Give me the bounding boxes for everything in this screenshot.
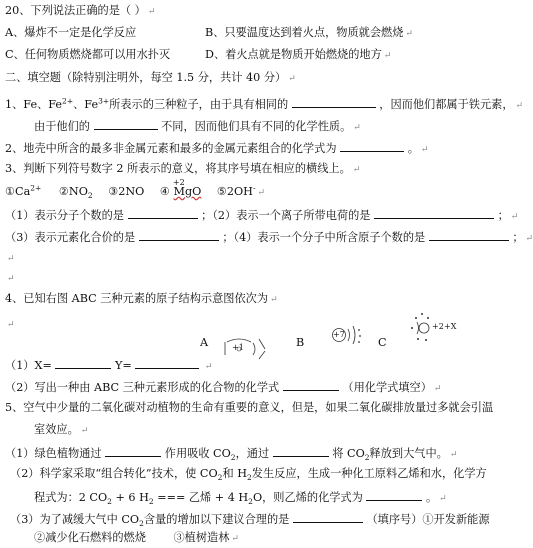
answer-blank[interactable] bbox=[293, 511, 363, 523]
q5-part2-line2: 程式为：2 $CO_2 + 6$ $H_2$ === 乙烯 + 4 $H_2O$，则乙烯的化学式为 。 ↵ bbox=[34, 491, 447, 507]
q20-option-b: B、只要温度达到着火点，物质就会燃烧 ↵ bbox=[205, 26, 413, 39]
answer-blank[interactable] bbox=[374, 207, 494, 219]
q3-part2: （3）表示元素化合价的是 ；（4）表示一个分子中所含原子个数的是 ； ↵ bbox=[5, 231, 533, 244]
answer-blank[interactable] bbox=[128, 207, 198, 219]
q20-option-d: D、着火点就是物质开始燃烧的地方 ↵ bbox=[205, 48, 392, 61]
answer-blank[interactable] bbox=[429, 229, 509, 241]
atom-c-nucleus: +2 bbox=[432, 322, 444, 331]
q5-part2-line1: （2）科学家采取“组合转化”技术，使 $CO_2$和 $H_2$发生反应，生成一种化工原料乙烯和水，化学方 bbox=[10, 467, 487, 483]
answer-blank[interactable] bbox=[283, 379, 339, 391]
answer-blank[interactable] bbox=[135, 357, 199, 369]
q1-line1: 1、Fe、$Fe^{2+}$、$Fe^{3+}$所表示的三种粒子，由于具有相同的 ，因而他们都属于铁元素， ↵ bbox=[5, 96, 524, 111]
q4-part2: （2）写出一种由 ABC 三种元素形成的化合物的化学式 （用化学式填空） ↵ bbox=[5, 381, 442, 394]
answer-blank[interactable] bbox=[139, 229, 219, 241]
answer-blank[interactable] bbox=[292, 96, 376, 108]
empty-line: ↵ bbox=[7, 320, 15, 330]
q20-stem: 20、下列说法正确的是（ ） ↵ bbox=[5, 4, 156, 17]
answer-blank[interactable] bbox=[340, 140, 404, 152]
q1-line2: 由于他们的 不同，因而他们具有不同的化学性质。 ↵ bbox=[34, 120, 361, 133]
q5-line1: 5、空气中少量的二氧化碳对动植物的生命有重要的意义，但是，如果二氧化碳排放量过多就会引温 bbox=[5, 401, 494, 414]
q5-part1: （1）绿色植物通过 作用吸收 $CO_2$，通过 将 $CO_2$释放到大气中。 ↵ bbox=[5, 447, 458, 463]
answer-blank[interactable] bbox=[94, 118, 158, 130]
q4-stem: 4、已知右图 ABC 三种元素的原子结构示意图依次为 ↵ bbox=[5, 292, 278, 305]
q5-part3-line1: （3）为了减缓大气中 $CO_2$含量的增加以下建议合理的是 （填序号）①开发新能源 bbox=[10, 513, 490, 529]
q20-option-c: C、任何物质燃烧都可以用水扑灭 bbox=[5, 48, 171, 61]
atom-a-diagram bbox=[223, 333, 268, 366]
atom-b-diagram bbox=[330, 322, 364, 355]
answer-blank[interactable] bbox=[366, 489, 422, 501]
q3-items: $①Ca^{2+}$ $②NO_2$ ③2NO ④ +2 MgO ⑤2OH-↵ bbox=[5, 178, 266, 201]
answer-blank[interactable] bbox=[273, 445, 329, 457]
answer-blank[interactable] bbox=[105, 445, 161, 457]
empty-line: ↵ bbox=[7, 254, 15, 264]
atom-c-nucleus-x: +X bbox=[444, 322, 457, 331]
atom-c-diagram bbox=[408, 310, 468, 347]
empty-line: ↵ bbox=[7, 274, 15, 284]
atom-b-nucleus: +7 bbox=[333, 330, 345, 339]
atom-a-label: A bbox=[200, 336, 209, 349]
q3-part1: （1）表示分子个数的是 ；（2）表示一个离子所带电荷的是 ； ↵ bbox=[5, 209, 519, 222]
q5-part3-line2: ②减少化石燃料的燃烧 ③植树造林 ↵ bbox=[34, 531, 239, 544]
q4-part1: （1）X= Y= ↵ bbox=[5, 359, 213, 372]
answer-blank[interactable] bbox=[55, 357, 111, 369]
atom-b-label: B bbox=[296, 336, 305, 349]
q20-option-a: A、爆炸不一定是化学反应 bbox=[5, 26, 137, 39]
atom-a-nucleus: +1 bbox=[232, 343, 244, 352]
q2-line: 2、地壳中所含的最多非金属元素和最多的金属元素组合的化学式为 。 ↵ bbox=[5, 142, 429, 155]
atom-c-label: C bbox=[378, 336, 387, 349]
q5-line2: 室效应。 ↵ bbox=[34, 423, 89, 436]
section-heading: 二、填空题（除特别注明外，每空 1.5 分，共计 40 分） ↵ bbox=[5, 71, 296, 84]
q3-stem: 3、判断下列符号数字 2 所表示的意义，将其序号填在相应的横线上。 ↵ bbox=[5, 162, 361, 175]
